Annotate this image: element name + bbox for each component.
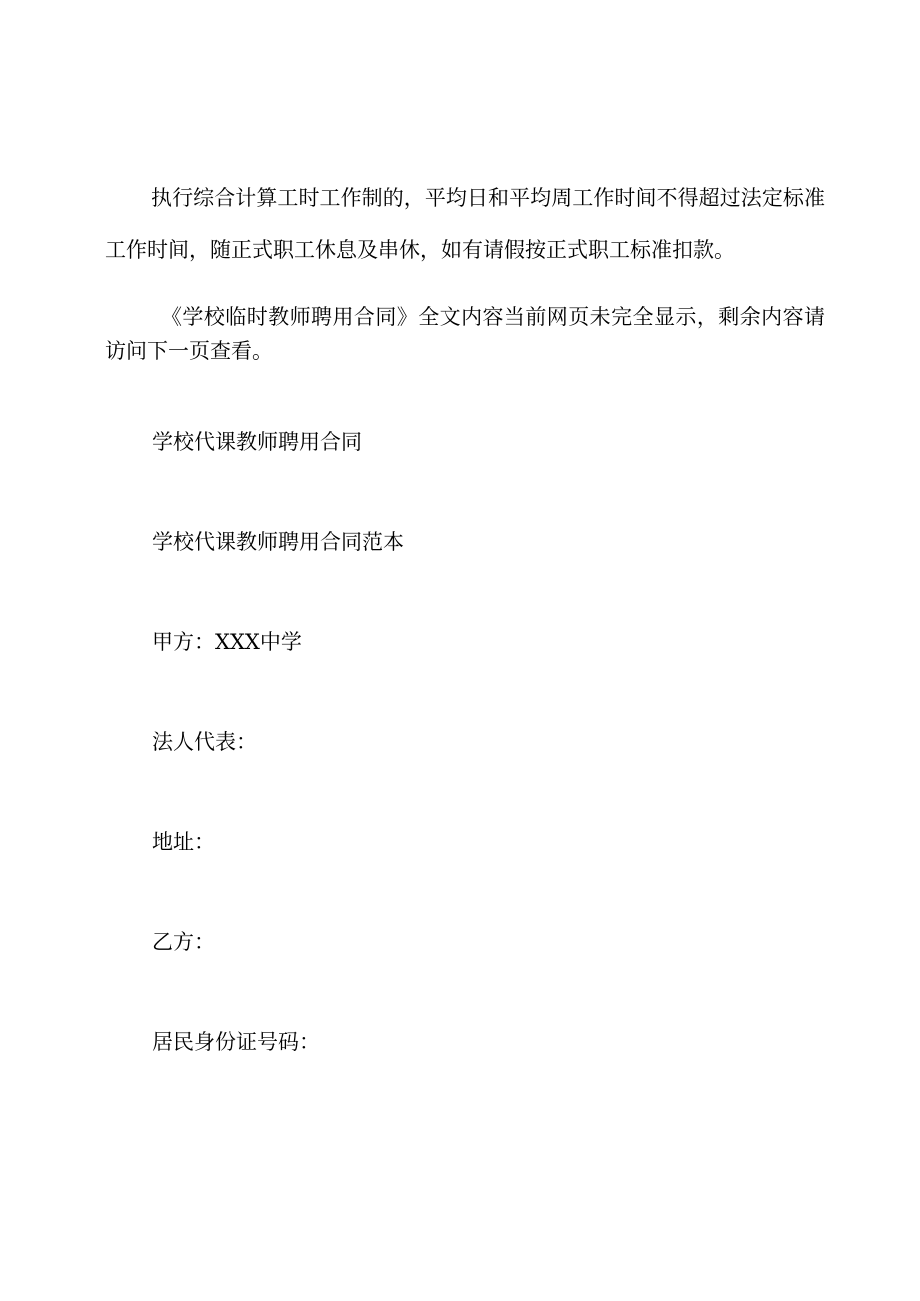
paragraph-continued-notice: 《学校临时教师聘用合同》全文内容当前网页未完全显示，剩余内容请访问下一页查看。 bbox=[105, 305, 825, 363]
party-a-line: 甲方：XXX中学 bbox=[152, 630, 302, 654]
contract-subtitle: 学校代课教师聘用合同范本 bbox=[152, 530, 404, 554]
address-line: 地址： bbox=[152, 830, 215, 854]
legal-representative-line: 法人代表： bbox=[152, 730, 257, 754]
id-number-line: 居民身份证号码： bbox=[152, 1030, 320, 1054]
paragraph-working-hours: 执行综合计算工时工作制的，平均日和平均周工作时间不得超过法定标准工作时间，随正式职工休息及串休，如有请假按正式职工标准扣款。 bbox=[105, 186, 825, 262]
party-b-line: 乙方： bbox=[152, 930, 215, 954]
contract-title: 学校代课教师聘用合同 bbox=[152, 430, 362, 454]
